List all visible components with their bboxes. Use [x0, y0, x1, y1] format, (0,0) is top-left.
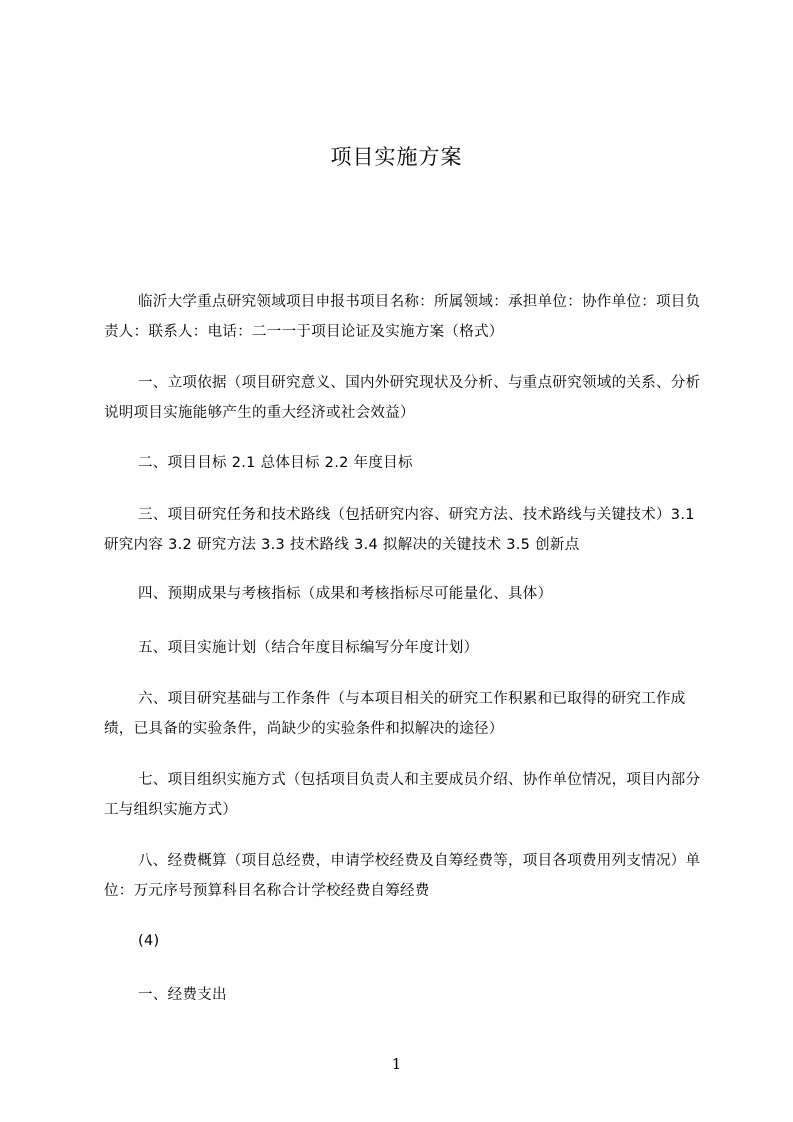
paragraph-section-3: 三、项目研究任务和技术路线（包括研究内容、研究方法、技术路线与关键技术）3.1 研究内容 3.2 研究方法 3.3 技术路线 3.4 拟解决的关键技术 3.5 创新点: [104, 507, 695, 553]
paragraph-section-2: 二、项目目标 2.1 总体目标 2.2 年度目标: [138, 455, 413, 471]
paragraph-expenditure-heading: 一、经费支出: [138, 987, 227, 1003]
paragraph-section-5: 五、项目实施计划（结合年度目标编写分年度计划）: [138, 640, 479, 656]
paragraph-section-7: 七、项目组织实施方式（包括项目负责人和主要成员介绍、协作单位情况，项目内部分工与组织实施方式）: [104, 772, 701, 818]
paragraph-item-4: (4): [138, 933, 160, 949]
paragraph-section-4: 四、预期成果与考核指标（成果和考核指标尽可能量化、具体）: [138, 586, 553, 602]
page-title: 项目实施方案: [330, 145, 463, 169]
paragraph-section-6: 六、项目研究基础与工作条件（与本项目相关的研究工作积累和已取得的研究工作成绩，已具备的实验条件，尚缺少的实验条件和拟解决的途径）: [104, 691, 686, 737]
page-number: 1: [391, 1055, 402, 1073]
paragraph-header-info: 临沂大学重点研究领域项目申报书项目名称：所属领域：承担单位：协作单位：项目负责人：联系人：电话：二一一于项目论证及实施方案（格式）: [104, 294, 701, 340]
paragraph-section-1: 一、立项依据（项目研究意义、国内外研究现状及分析、与重点研究领域的关系、分析说明项目实施能够产生的重大经济或社会效益）: [104, 375, 701, 421]
paragraph-section-8: 八、经费概算（项目总经费，申请学校经费及自筹经费等，项目各项费用列支情况）单位：万元序号预算科目名称合计学校经费自筹经费: [104, 853, 701, 899]
